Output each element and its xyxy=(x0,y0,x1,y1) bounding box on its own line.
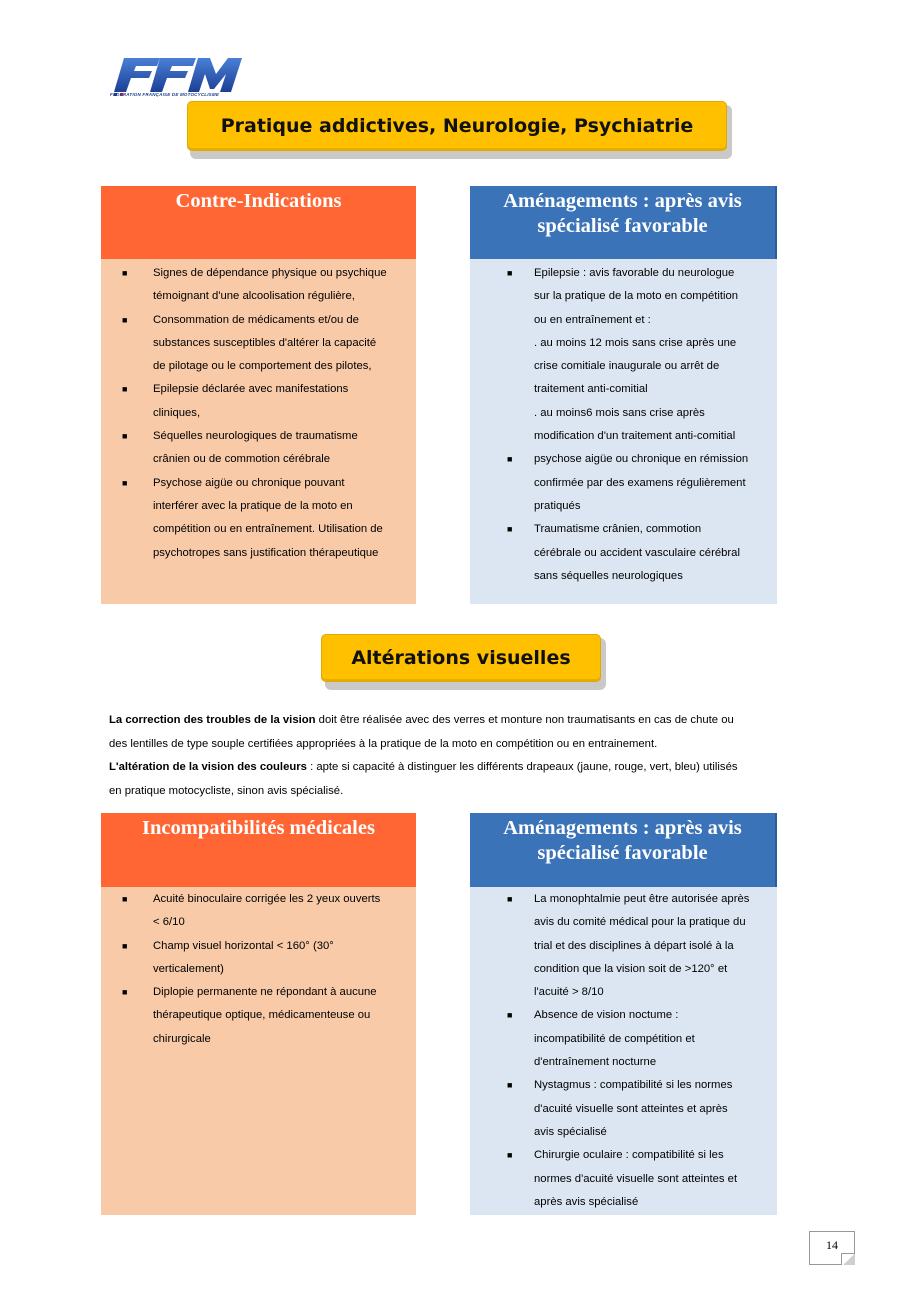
list-item-line: Consommation de médicaments et/ou de xyxy=(153,313,359,326)
list-item xyxy=(507,518,774,588)
incompatibilites-box xyxy=(101,887,416,1215)
list-item-line: Traumatisme crânien, commotion xyxy=(534,523,702,536)
list-item-line: d'acuité visuelle sont atteintes et après xyxy=(534,1102,728,1115)
list-item-line: < 6/10 xyxy=(153,916,185,929)
list-item-line: confirmée par des examens régulièrement xyxy=(534,476,746,489)
list-item xyxy=(507,1074,774,1144)
list-item-line: . au moins6 mois sans crise après xyxy=(534,406,705,419)
list-item-line: crânien ou de commotion cérébrale xyxy=(153,453,331,466)
list-item-line: Absence de vision noctume : xyxy=(534,1009,679,1022)
list-item-line: traitement anti-comitial xyxy=(534,383,648,396)
bullet-icon: ■ xyxy=(122,894,128,904)
list-item-line: Chirurgie oculaire : compatibilité si les xyxy=(534,1149,724,1162)
list-item-line: ou en entraînement et : xyxy=(534,313,651,326)
bullet-icon: ■ xyxy=(507,454,513,465)
list-item xyxy=(122,425,415,472)
list-item-line: de pilotage ou le comportement des pilotes, xyxy=(153,360,372,373)
bullet-icon: ■ xyxy=(122,477,128,488)
list-item-line: après avis spécialisé xyxy=(534,1195,639,1208)
page-number-box xyxy=(809,1231,855,1265)
page-number: 14 xyxy=(826,1238,838,1252)
amenagements-list-1 xyxy=(507,262,774,588)
amenagements-box-2 xyxy=(470,887,777,1215)
list-item-line: sur la pratique de la moto en compétition xyxy=(534,290,739,303)
list-item-line: crise comitiale inaugurale ou arrêt de xyxy=(534,360,720,373)
list-item xyxy=(122,309,415,379)
bullet-icon: ■ xyxy=(507,268,513,278)
section-title-neurology: Pratique addictives, Neurologie, Psychiatrie xyxy=(187,101,727,151)
list-item xyxy=(122,378,415,425)
list-item-line: Epilepsie déclarée avec manifestations xyxy=(153,383,349,396)
list-item-line: Séquelles neurologiques de traumatisme xyxy=(153,430,358,443)
list-item xyxy=(507,1144,774,1214)
list-item-line: verticalement) xyxy=(153,962,224,975)
list-item-line: La monophtalmie peut être autorisée après xyxy=(534,893,750,905)
list-item-line: . au moins 12 mois sans crise après une xyxy=(534,336,737,349)
para1-bold: La correction des troubles de la vision xyxy=(109,714,316,726)
list-item-line: témoignant d'une alcoolisation régulière, xyxy=(153,290,355,303)
bullet-icon: ■ xyxy=(122,314,128,325)
list-item-line: pratiqués xyxy=(534,499,581,512)
list-item-line: avis spécialisé xyxy=(534,1125,607,1138)
list-item-line: sans séquelles neurologiques xyxy=(534,569,683,582)
ffm-logo xyxy=(110,56,246,102)
bullet-icon: ■ xyxy=(122,384,128,395)
bullet-icon: ■ xyxy=(122,940,128,951)
list-item xyxy=(122,262,415,309)
bullet-icon: ■ xyxy=(507,1080,513,1091)
bullet-icon: ■ xyxy=(122,431,128,442)
list-item-line: condition que la vision soit de >120° et xyxy=(534,962,728,975)
list-item-line: interférer avec la pratique de la moto en xyxy=(153,499,353,512)
para2-text: : apte si capacité à distinguer les différents drapeaux (jaune, rouge, vert, bleu) utilisés xyxy=(306,761,738,773)
list-item-line: l'acuité > 8/10 xyxy=(534,986,604,999)
list-item-line: Signes de dépendance physique ou psychique xyxy=(153,267,387,279)
list-item-line: Acuité binoculaire corrigée les 2 yeux ouverts xyxy=(153,893,381,905)
list-item xyxy=(507,448,774,518)
bullet-icon: ■ xyxy=(507,524,513,535)
vision-correction-paragraph xyxy=(109,709,809,803)
page-curl-icon xyxy=(841,1253,855,1265)
list-item xyxy=(507,262,774,448)
list-item-line: compétition ou en entraînement. Utilisation de xyxy=(153,523,383,536)
list-item-line: modification d'un traitement anti-comitial xyxy=(534,430,736,443)
bullet-icon: ■ xyxy=(507,1010,513,1021)
list-item-line: incompatibilité de compétition et xyxy=(534,1032,695,1045)
list-item-line: trial et des disciplines à départ isolé à la xyxy=(534,939,734,952)
para2-bold: L'altération de la vision des couleurs xyxy=(109,761,307,773)
bullet-icon: ■ xyxy=(507,1150,513,1161)
contre-indications-list xyxy=(122,262,415,565)
list-item-line: Nystagmus : compatibilité si les normes xyxy=(534,1079,733,1092)
para1-line2: des lentilles de type souple certifiées appropriées à la pratique de la moto en compétition ou en entrainement. xyxy=(109,737,658,750)
list-item-line: psychotropes sans justification thérapeutique xyxy=(153,546,379,559)
list-item-line: normes d'acuité visuelle sont atteintes et xyxy=(534,1172,738,1185)
list-item xyxy=(122,888,415,935)
list-item xyxy=(507,1004,774,1074)
list-item-line: Champ visuel horizontal < 160° (30° xyxy=(153,939,334,952)
bullet-icon: ■ xyxy=(122,268,128,278)
list-item-line: avis du comité médical pour la pratique du xyxy=(534,916,746,929)
section-title-vision: Altérations visuelles xyxy=(321,634,601,682)
list-item-line: Psychose aigüe ou chronique pouvant xyxy=(153,476,345,489)
header-incompatibilites: Incompatibilités médicales xyxy=(101,813,416,887)
amenagements-list-2 xyxy=(507,888,774,1214)
header-amenagements-1: Aménagements : après avis spécialisé favorable xyxy=(470,186,777,259)
logo-subtitle: FEDERATION FRANÇAISE DE MOTOCYCLISME xyxy=(110,92,220,97)
list-item-line: Diplopie permanente ne répondant à aucune xyxy=(153,986,377,999)
bullet-icon: ■ xyxy=(507,894,513,904)
list-item xyxy=(507,888,774,1004)
para1-text: doit être réalisée avec des verres et monture non traumatisants en cas de chute ou xyxy=(315,714,734,726)
list-item xyxy=(122,935,415,982)
list-item-line: chirurgicale xyxy=(153,1032,211,1045)
list-item-line: Epilepsie : avis favorable du neurologue xyxy=(534,267,735,279)
amenagements-box-1 xyxy=(470,259,777,604)
list-item xyxy=(122,472,415,565)
list-item-line: substances susceptibles d'altérer la capacité xyxy=(153,336,377,349)
para2-line2: en pratique motocycliste, sinon avis spécialisé. xyxy=(109,784,344,797)
header-amenagements-2: Aménagements : après avis spécialisé favorable xyxy=(470,813,777,887)
list-item-line: cliniques, xyxy=(153,406,201,419)
list-item-line: thérapeutique optique, médicamenteuse ou xyxy=(153,1009,371,1022)
incompatibilites-list xyxy=(122,888,415,1051)
list-item-line: psychose aigüe ou chronique en rémission xyxy=(534,453,749,466)
contre-indications-box xyxy=(101,259,416,604)
ffm-logo-graphic xyxy=(110,56,246,96)
bullet-icon: ■ xyxy=(122,987,128,998)
list-item-line: cérébrale ou accident vasculaire cérébral xyxy=(534,546,740,559)
list-item-line: d'entraînement nocturne xyxy=(534,1056,657,1069)
header-contre-indications: Contre-Indications xyxy=(101,186,416,259)
list-item xyxy=(122,981,415,1051)
